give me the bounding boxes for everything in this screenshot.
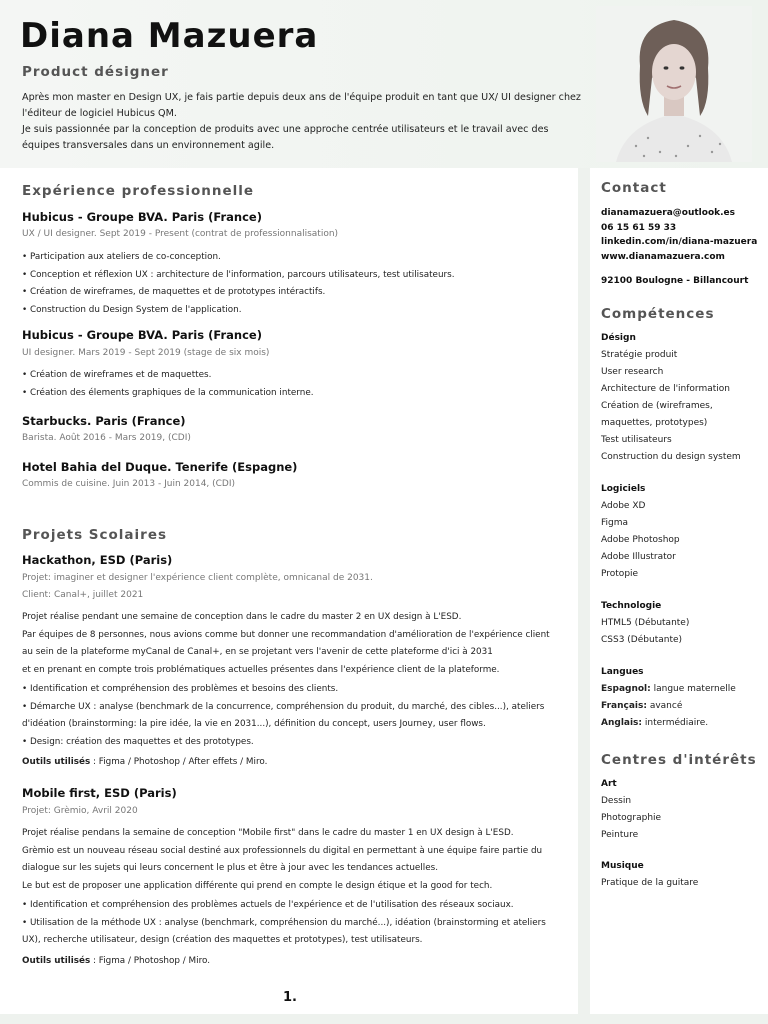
- language-level: langue maternelle: [650, 684, 736, 694]
- skills-subheading: Désign: [601, 333, 636, 343]
- interests-music: [601, 858, 766, 892]
- job-meta: UI designer. Mars 2019 - Sept 2019 (stage de six mois): [22, 348, 270, 358]
- profile-photo-illustration: [596, 6, 752, 162]
- skills-design: [601, 330, 766, 466]
- intro-line: Après mon master en Design UX, je fais partie depuis deux ans de l'équipe produit en tant que UX/ UI designer chez l'éditeur de logiciel Hubicus QM.: [22, 92, 581, 119]
- project-title: Mobile first, ESD (Paris): [22, 786, 177, 800]
- list-item: Architecture de l'information: [601, 384, 730, 394]
- job-title: Starbucks. Paris (France): [22, 414, 186, 428]
- job-bullets: [22, 367, 562, 402]
- contact-address: 92100 Boulogne - Billancourt: [601, 276, 749, 286]
- language-name: Français:: [601, 701, 647, 711]
- project-tools: [22, 757, 267, 767]
- project-tools: [22, 956, 210, 966]
- list-item: HTML5 (Débutante): [601, 618, 690, 628]
- job-title: Hubicus - Groupe BVA. Paris (France): [22, 210, 262, 224]
- project-client: Client: Canal+, juillet 2021: [22, 590, 144, 600]
- interests-subheading: Musique: [601, 861, 644, 871]
- language-name: Espagnol:: [601, 684, 651, 694]
- candidate-name: Diana Mazuera: [20, 16, 319, 56]
- language-level: intermédiaire.: [642, 718, 709, 728]
- job-title: Hotel Bahia del Duque. Tenerife (Espagne): [22, 460, 298, 474]
- contact-heading: Contact: [601, 180, 667, 196]
- project-meta: Projet: imaginer et designer l'expérience client complète, omnicanal de 2031.: [22, 573, 373, 583]
- list-item: Création de (wireframes, maquettes, prototypes): [601, 401, 713, 428]
- tools-label: Outils utilisés: [22, 956, 91, 966]
- language-name: Anglais:: [601, 718, 643, 728]
- job-title: Hubicus - Groupe BVA. Paris (France): [22, 328, 262, 342]
- paragraph: Par équipes de 8 personnes, nous avions comme but donner une recommandation d'amélioration de l'expérience client au sein de la plateforme myCanal de Canal+, en se projetant vers l'avenir de cette plateforme d'ici à 2031: [22, 629, 550, 657]
- skills-tech: [601, 598, 766, 649]
- list-item: Peinture: [601, 830, 639, 840]
- list-item: Test utilisateurs: [601, 435, 672, 445]
- skills-subheading: Langues: [601, 667, 644, 677]
- job-bullets: [22, 249, 562, 319]
- language-level: avancé: [646, 701, 683, 711]
- project-description: [22, 609, 562, 679]
- list-item: Adobe XD: [601, 501, 646, 511]
- project-title: Hackathon, ESD (Paris): [22, 553, 173, 567]
- skills-software: [601, 481, 766, 583]
- list-item: • Identification et compréhension des problèmes actuels de l'expérience et de l'utilisation des réseaux sociaux.: [22, 900, 514, 910]
- paragraph: Le but est de proposer une application différente qui prend en compte le design étique et la good for tech.: [22, 880, 493, 891]
- list-item: • Utilisation de la méthode UX : analyse (benchmark, compréhension du marché...), idéation (brainstorming et ateliers UX), recherche utilisateur, design (création des maquettes et prototypes), test utilisateurs.: [22, 917, 546, 945]
- contact-phone[interactable]: 06 15 61 59 33: [601, 222, 677, 233]
- language-item: [601, 681, 766, 698]
- list-item: CSS3 (Débutante): [601, 635, 683, 645]
- list-item: Adobe Illustrator: [601, 552, 676, 562]
- list-item: • Construction du Design System de l'application.: [22, 304, 242, 315]
- list-item: Dessin: [601, 796, 632, 806]
- project-description: [22, 825, 562, 895]
- header: [0, 0, 768, 168]
- candidate-role: Product désigner: [22, 64, 169, 80]
- intro-line: Je suis passionnée par la conception de produits avec une approche centrée utilisateurs et le travail avec des équipes transversales dans un environnement agile.: [22, 124, 549, 151]
- list-item: Figma: [601, 518, 629, 528]
- profile-photo: [596, 6, 752, 162]
- intro-text: [22, 90, 582, 154]
- projects-heading: Projets Scolaires: [22, 527, 168, 543]
- skills-languages: [601, 664, 766, 732]
- page-number: 1.: [283, 990, 297, 1005]
- list-item: Pratique de la guitare: [601, 878, 699, 888]
- list-item: • Identification et compréhension des problèmes et besoins des clients.: [22, 684, 339, 694]
- tools-list: : Figma / Photoshop / After effets / Miro.: [90, 757, 268, 767]
- experience-heading: Expérience professionnelle: [22, 183, 255, 199]
- job-meta: Barista. Août 2016 - Mars 2019, (CDI): [22, 433, 191, 443]
- interests-art: [601, 776, 766, 844]
- list-item: Adobe Photoshop: [601, 535, 680, 545]
- job-meta: UX / UI designer. Sept 2019 - Present (contrat de professionnalisation): [22, 229, 339, 239]
- contact-linkedin[interactable]: linkedin.com/in/diana-mazuera: [601, 237, 758, 247]
- list-item: • Design: création des maquettes et des prototypes.: [22, 736, 254, 747]
- paragraph: Projet réalise pendans la semaine de conception "Mobile first" dans le cadre du master 1 en UX design à L'ESD.: [22, 828, 514, 838]
- tools-label: Outils utilisés: [22, 757, 91, 767]
- list-item: • Démarche UX : analyse (benchmark de la concurrence, compréhension du produit, du marché, des cibles...), ateliers d'idéation (brainstorming: la pire idée, la vie en 2031...), définition du concept, users Journey, user flows.: [22, 701, 545, 729]
- skills-heading: Compétences: [601, 306, 715, 322]
- interests-heading: Centres d'intérêts: [601, 752, 757, 768]
- list-item: Photographie: [601, 813, 662, 823]
- contact-email[interactable]: dianamazuera@outlook.es: [601, 208, 736, 218]
- skills-subheading: Technologie: [601, 601, 662, 611]
- list-item: Protopie: [601, 569, 639, 579]
- paragraph: Grèmio est un nouveau réseau social destiné aux professionnels du digital en permettant à une équipe faire partie du dialogue sur les sujets qui leurs concernent le plus et être à jour avec les tendances actuelles.: [22, 845, 543, 873]
- tools-list: : Figma / Photoshop / Miro.: [90, 956, 211, 966]
- project-bullets: [22, 897, 562, 950]
- list-item: • Participation aux ateliers de co-conception.: [22, 252, 221, 262]
- language-item: [601, 698, 766, 715]
- project-bullets: [22, 681, 562, 751]
- skills-subheading: Logiciels: [601, 484, 646, 494]
- list-item: • Création des élements graphiques de la communication interne.: [22, 387, 314, 398]
- list-item: User research: [601, 367, 664, 377]
- job-meta: Commis de cuisine. Juin 2013 - Juin 2014, (CDI): [22, 479, 236, 489]
- interests-subheading: Art: [601, 779, 617, 789]
- list-item: • Création de wireframes et de maquettes.: [22, 370, 212, 380]
- list-item: • Création de wireframes, de maquettes et de prototypes intéractifs.: [22, 287, 326, 297]
- language-item: [601, 715, 766, 732]
- project-meta: Projet: Grèmio, Avril 2020: [22, 806, 138, 816]
- list-item: Construction du design system: [601, 452, 741, 462]
- contact-block: [601, 206, 766, 289]
- list-item: • Conception et réflexion UX : architecture de l'information, parcours utilisateurs, test utilisateurs.: [22, 269, 455, 280]
- paragraph: Projet réalise pendant une semaine de conception dans le cadre du master 2 en UX design à L'ESD.: [22, 612, 462, 622]
- contact-website[interactable]: www.dianamazuera.com: [601, 251, 725, 262]
- list-item: Stratégie produit: [601, 350, 678, 360]
- paragraph: et en prenant en compte trois problématiques actuelles présentes dans l'expérience client de la plateforme.: [22, 664, 500, 675]
